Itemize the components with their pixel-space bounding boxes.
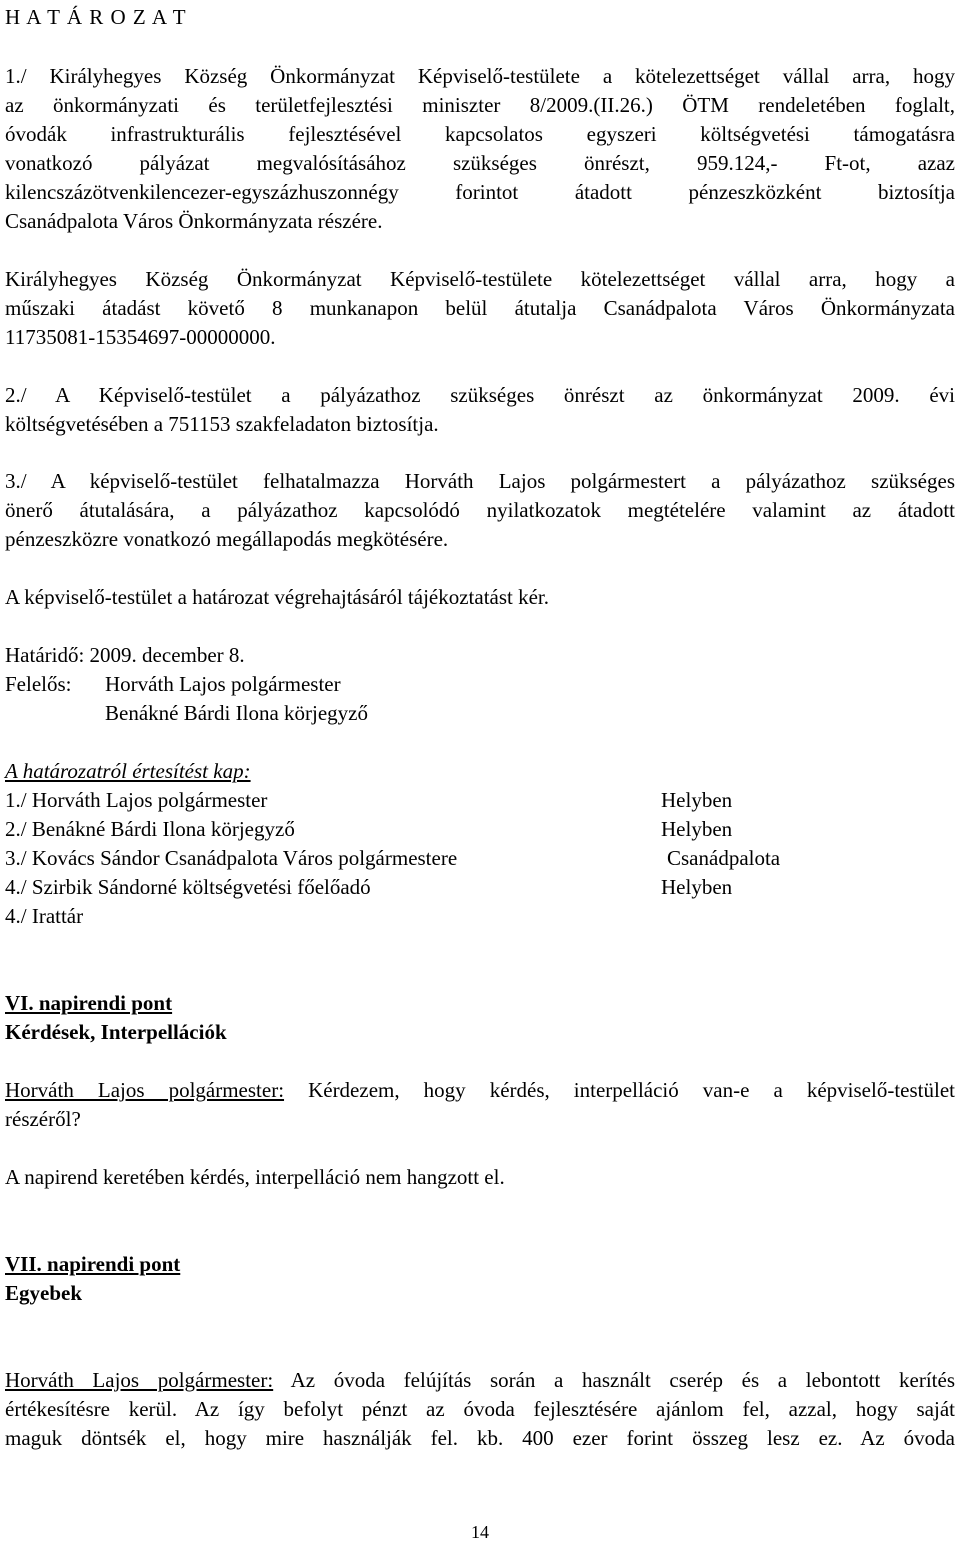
deadline: Határidő: 2009. december 8. <box>5 643 245 667</box>
paragraph-3-line: 2./ A Képviselő-testület a pályázathoz szükséges önrészt az önkormányzat 2009. évi <box>5 383 955 407</box>
paragraph-4-line: pénzeszközre vonatkozó megállapodás megkötésére. <box>5 527 449 551</box>
list-item <box>5 902 955 931</box>
notify-recipient: 3./ Kovács Sándor Csanádpalota Város polgármestere <box>5 846 458 870</box>
section-6-speech-line <box>5 1076 955 1105</box>
page-number: 14 <box>471 1522 489 1542</box>
paragraph-2-line: műszaki átadást követő 8 munkanapon belül átutalja Csanádpalota Város Önkormányzata <box>5 296 955 320</box>
paragraph-1-line: az önkormányzati és területfejlesztési miniszter 8/2009.(II.26.) ÖTM rendeletében foglalt, <box>5 93 955 117</box>
notify-location: Csanádpalota <box>667 846 781 870</box>
notify-recipient: 4./ Szirbik Sándorné költségvetési főelőadó <box>5 875 371 899</box>
section-7-speech-line: értékesítésre kerül. Az így befolyt pénzt az óvoda fejlesztésére ajánlom fel, azzal, hogy saját <box>5 1397 955 1421</box>
section-6-heading-text: VI. napirendi pont <box>5 991 173 1015</box>
section-7-heading <box>5 1250 955 1279</box>
speech-text: Az óvoda felújítás során a használt cserép és a lebontott kerítés <box>273 1368 955 1392</box>
notify-heading <box>5 757 955 786</box>
section-7-speech-line: maguk döntsék el, hogy mire használják fel. kb. 400 ezer forint összeg lesz ez. Az óvoda <box>5 1426 955 1450</box>
notify-location: Helyben <box>661 875 733 899</box>
paragraph-1-line: kilencszázötvenkilencezer-egyszázhuszonnégy forintot átadott pénzeszközként biztosítja <box>5 180 955 204</box>
section-7-subheading: Egyebek <box>5 1281 83 1305</box>
paragraph-2-line: 11735081-15354697-00000000. <box>5 325 276 349</box>
section-7-heading-text: VII. napirendi pont <box>5 1252 181 1276</box>
paragraph-1-line: vonatkozó pályázat megvalósításához szükséges önrészt, 959.124,- Ft-ot, azaz <box>5 151 955 175</box>
section-6-speech-line: részéről? <box>5 1107 81 1131</box>
section-7-speech-line <box>5 1366 955 1395</box>
responsible-2: Benákné Bárdi Ilona körjegyző <box>105 701 368 725</box>
notify-heading-text: A határozatról értesítést kap: <box>5 759 251 783</box>
paragraph-4-line: 3./ A képviselő-testület felhatalmazza Horváth Lajos polgármestert a pályázathoz szükséges <box>5 469 955 493</box>
responsible-row <box>5 670 955 699</box>
list-item <box>5 786 955 815</box>
responsible-1: Horváth Lajos polgármester <box>105 672 341 696</box>
paragraph-1-line: óvodák infrastrukturális fejlesztésével kapcsolatos egyszeri költségvetési támogatásra <box>5 122 955 146</box>
responsible-label: Felelős: <box>5 672 72 696</box>
section-6-heading <box>5 989 955 1018</box>
paragraph-3-line: költségvetésében a 751153 szakfeladaton biztosítja. <box>5 412 439 436</box>
document-title: H A T Á R O Z A T <box>5 5 187 29</box>
paragraph-2-line: Királyhegyes Község Önkormányzat Képviselő-testülete kötelezettséget vállal arra, hogy a <box>5 267 955 291</box>
paragraph-5: A képviselő-testület a határozat végrehajtásáról tájékoztatást kér. <box>5 585 550 609</box>
speaker-name: Horváth Lajos polgármester: <box>5 1368 274 1392</box>
notify-location: Helyben <box>661 817 733 841</box>
paragraph-1-line: Csanádpalota Város Önkormányzata részére. <box>5 209 383 233</box>
notify-recipient: 4./ Irattár <box>5 904 84 928</box>
section-6-subheading: Kérdések, Interpellációk <box>5 1020 227 1044</box>
speaker-name: Horváth Lajos polgármester: <box>5 1078 285 1102</box>
list-item <box>5 815 955 844</box>
paragraph-1-line: 1./ Királyhegyes Község Önkormányzat Képviselő-testülete a kötelezettséget vállal arra, hogy <box>5 64 955 88</box>
section-6-note: A napirend keretében kérdés, interpelláció nem hangzott el. <box>5 1165 505 1189</box>
notify-recipient: 1./ Horváth Lajos polgármester <box>5 788 268 812</box>
speech-text: Kérdezem, hogy kérdés, interpelláció van-e a képviselő-testület <box>284 1078 955 1102</box>
notify-recipient: 2./ Benákné Bárdi Ilona körjegyző <box>5 817 295 841</box>
responsible-row-2 <box>5 699 955 728</box>
notify-location: Helyben <box>661 788 733 812</box>
list-item <box>5 873 955 902</box>
paragraph-4-line: önerő átutalására, a pályázathoz kapcsolódó nyilatkozatok megtételére valamint az átadott <box>5 498 955 522</box>
list-item <box>5 844 955 873</box>
